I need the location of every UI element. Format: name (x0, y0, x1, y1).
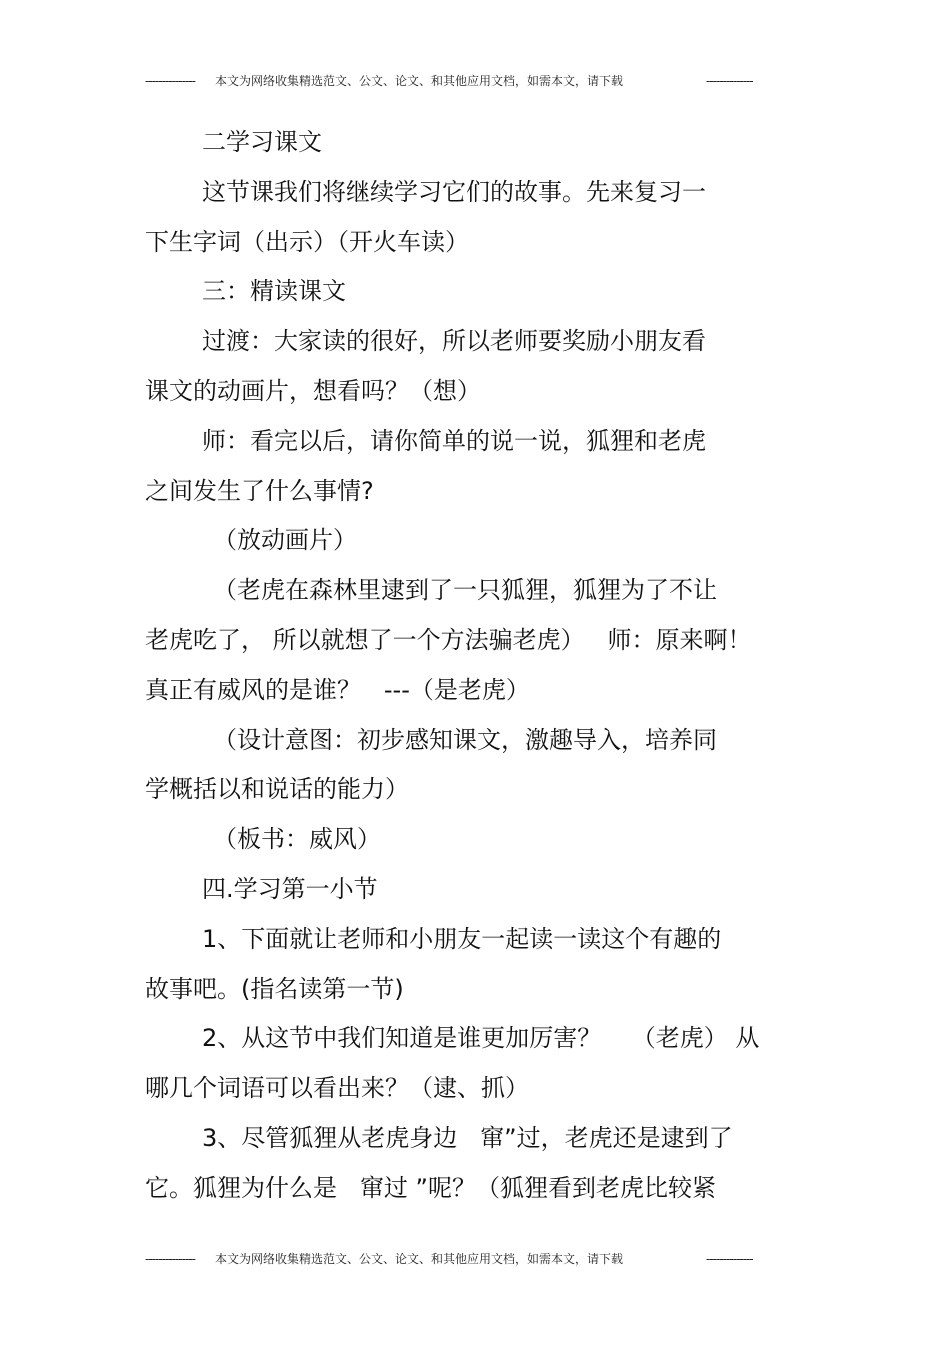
paragraph-line: 1、下面就让老师和小朋友一起读一读这个有趣的 (202, 924, 722, 953)
footer-dashes-left: --------------- (145, 1252, 195, 1266)
paragraph-line: 学概括以和说话的能力） (145, 775, 409, 804)
page-footer (0, 1249, 950, 1269)
paragraph-line: 真正有威风的是谁？ ---（是老虎） (145, 675, 530, 704)
paragraph-line: 下生字词（出示）（开火车读） (145, 227, 469, 256)
paragraph-line: 课文的动画片，想看吗？（想） (145, 376, 481, 405)
paragraph-line: 它。狐狸为什么是 窜过 ”呢？（狐狸看到老虎比较紧 (145, 1173, 716, 1202)
paragraph-line: 之间发生了什么事情? (145, 476, 374, 505)
paragraph-line: 这节课我们将继续学习它们的故事。先来复习一 (202, 177, 706, 206)
paragraph-line: （老虎在森林里逮到了一只狐狸，狐狸为了不让 (213, 576, 717, 605)
paragraph-line: 老虎吃了， 所以就想了一个方法骗老虎） 师：原来啊！ (145, 625, 752, 654)
paragraph-line: （放动画片） (213, 526, 357, 555)
footer-text: 本文为网络收集精选范文、公文、论文、和其他应用文档，如需本文，请下载 (215, 1252, 624, 1266)
page-header (0, 71, 950, 91)
section-heading-study-text: 二学习课文 (202, 128, 322, 156)
header-text: 本文为网络收集精选范文、公文、论文、和其他应用文档，如需本文，请下载 (215, 74, 624, 88)
document-body (145, 118, 825, 1214)
paragraph-line: 3、尽管狐狸从老虎身边 窜”过，老虎还是逮到了 (202, 1123, 733, 1152)
paragraph-line: 2、从这节中我们知道是谁更加厉害？ （老虎） 从 (202, 1024, 760, 1053)
paragraph-line: （设计意图：初步感知课文，激趣导入，培养同 (213, 725, 717, 754)
paragraph-line: 故事吧。(指名读第一节) (145, 974, 404, 1003)
paragraph-line: （板书：威风） (213, 825, 381, 854)
section-heading-first-section: 四.学习第一小节 (202, 874, 378, 903)
footer-dashes-right: -------------- (706, 1252, 753, 1266)
paragraph-line: 哪几个词语可以看出来？（逮、抓） (145, 1074, 529, 1103)
paragraph-line: 师：看完以后，请你简单的说一说，狐狸和老虎 (202, 426, 706, 455)
paragraph-line: 过渡：大家读的很好，所以老师要奖励小朋友看 (202, 327, 706, 356)
header-dashes-left: --------------- (145, 74, 195, 88)
section-heading-close-reading: 三：精读课文 (202, 277, 346, 306)
header-dashes-right: -------------- (706, 74, 753, 88)
